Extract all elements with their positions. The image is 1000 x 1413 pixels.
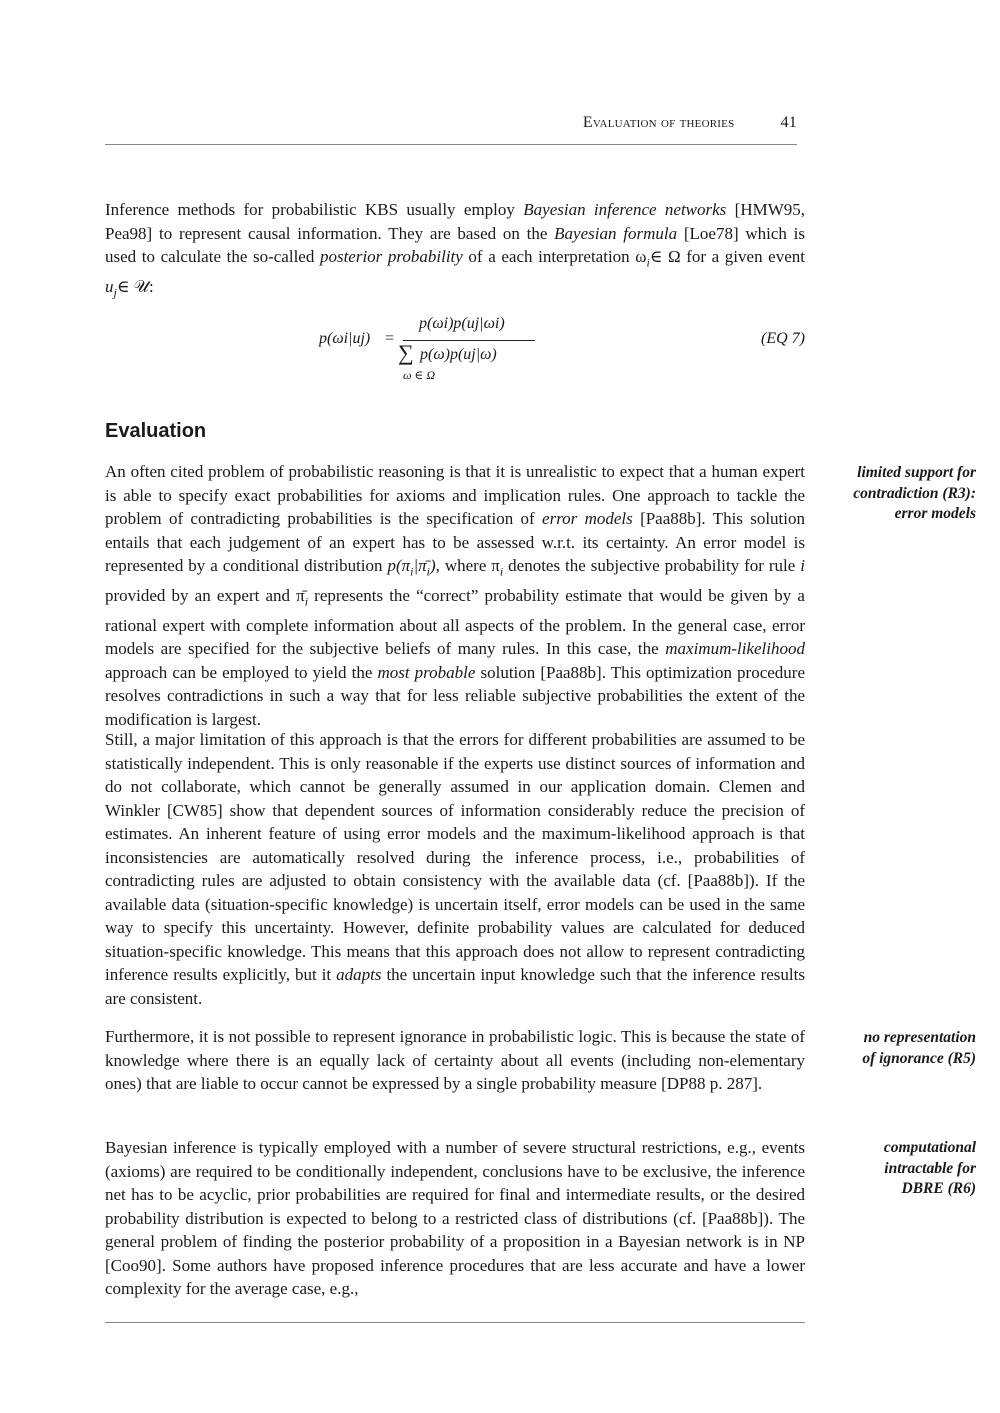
running-header <box>0 114 797 132</box>
fraction-bar <box>403 340 535 341</box>
margin-note-ignorance: no representation of ignorance (R5) <box>862 1029 976 1067</box>
equation-numerator: p(ωi)p(uj|ωi) <box>419 315 505 332</box>
equation-equals: = <box>385 330 395 347</box>
running-header-title: Evaluation of theories <box>582 114 735 131</box>
paragraph-error-models: An often cited problem of probabilistic reasoning is that it is unrealistic to expect that a human expert is able to specify exact probabilities for axioms and implication rules. One approach to tackle the problem of contradicting probabilities is the specification of error models [Paa88b]. This solution entails that each judgement of an expert has to be assessed w.r.t. its certainty. An error model is represented by a conditional distribution $p(\pi_i|\pī_i)$, where $\pi_i$ denotes the subjective probability for rule i provided by an expert and $\pī_i$ represents the “correct” probability estimate that would be given by a rational expert with complete information about all aspects of the problem. In the general case, error models are specified for the subjective beliefs of many rules. In this case, the maximum-likelihood approach can be employed to yield the most probable solution [Paa88b]. This optimization procedure resolves contradictions in such a way that for less reliable subjective probabilities the extent of the modification is largest. <box>105 462 805 729</box>
paragraph-ignorance: Furthermore, it is not possible to represent ignorance in probabilistic logic. This is because the state of knowledge where there is an equally lack of certainty about all events (including non-elementary ones) that are liable to occur cannot be expressed by a single probability measure [DP88 p. 287]. <box>105 1027 805 1093</box>
margin-note-intractable: computational intractable for DBRE (R6) <box>883 1139 976 1197</box>
equation-label: (EQ 7) <box>761 330 805 347</box>
equation-denominator: p(ω)p(uj|ω) <box>420 346 497 363</box>
footer-rule <box>105 1322 805 1323</box>
equation-lhs: p(ωi|uj) <box>319 330 371 347</box>
section-heading: Evaluation <box>105 420 207 442</box>
intro-paragraph: Inference methods for probabilistic KBS usually employ Bayesian inference networks [HMW95, Pea98] to represent causal information. They are based on the Bayesian formula [Loe78] which is used to calculate the so-called posterior probability of a each interpretation $\omega_i\in$ Ω for a given event $u_j\in$ 𝒰: <box>105 200 806 300</box>
summation-sign: ∑ <box>398 340 414 365</box>
page-number: 41 <box>780 114 797 131</box>
header-rule <box>105 144 797 145</box>
margin-note-contradiction: limited support for contradiction (R3): error models <box>853 464 976 522</box>
bayes-equation <box>105 312 805 392</box>
summation-index: ω ∈ Ω <box>403 368 436 382</box>
paragraph-limitation: Still, a major limitation of this approach is that the errors for different probabilities are assumed to be statistically independent. This is only reasonable if the experts use distinct sources of information and do not collaborate, which cannot be generally assumed in our application domain. Clemen and Winkler [CW85] show that dependent sources of information considerably reduce the precision of estimates. An inherent feature of using error models and the maximum-likelihood approach is that inconsistencies are automatically resolved during the inference process, i.e., probabilities of contradicting rules are adjusted to obtain consistency with the available data (cf. [Paa88b]). If the available data (situation-specific knowledge) is uncertain itself, error models can be used in the same way to specify this uncertainty. However, definite probability values are calculated for deduced situation-specific knowledge. This means that this approach does not allow to represent contradicting inference results explicitly, but it adapts the uncertain input knowledge such that the inference results are consistent. <box>105 730 805 1008</box>
paragraph-structural-restrictions: Bayesian inference is typically employed with a number of severe structural restrictions, e.g., events (axioms) are required to be conditionally independent, conclusions have to be exclusive, the inference net has to be acyclic, prior probabilities are required for final and intermediate results, or the desired probability distribution is expected to belong to a restricted class of distributions (cf. [Paa88b]). The general problem of finding the posterior probability of a proposition in a Bayesian network is in NP [Coo90]. Some authors have proposed inference procedures that are less accurate and have a lower complexity for the average case, e.g., <box>105 1138 805 1298</box>
